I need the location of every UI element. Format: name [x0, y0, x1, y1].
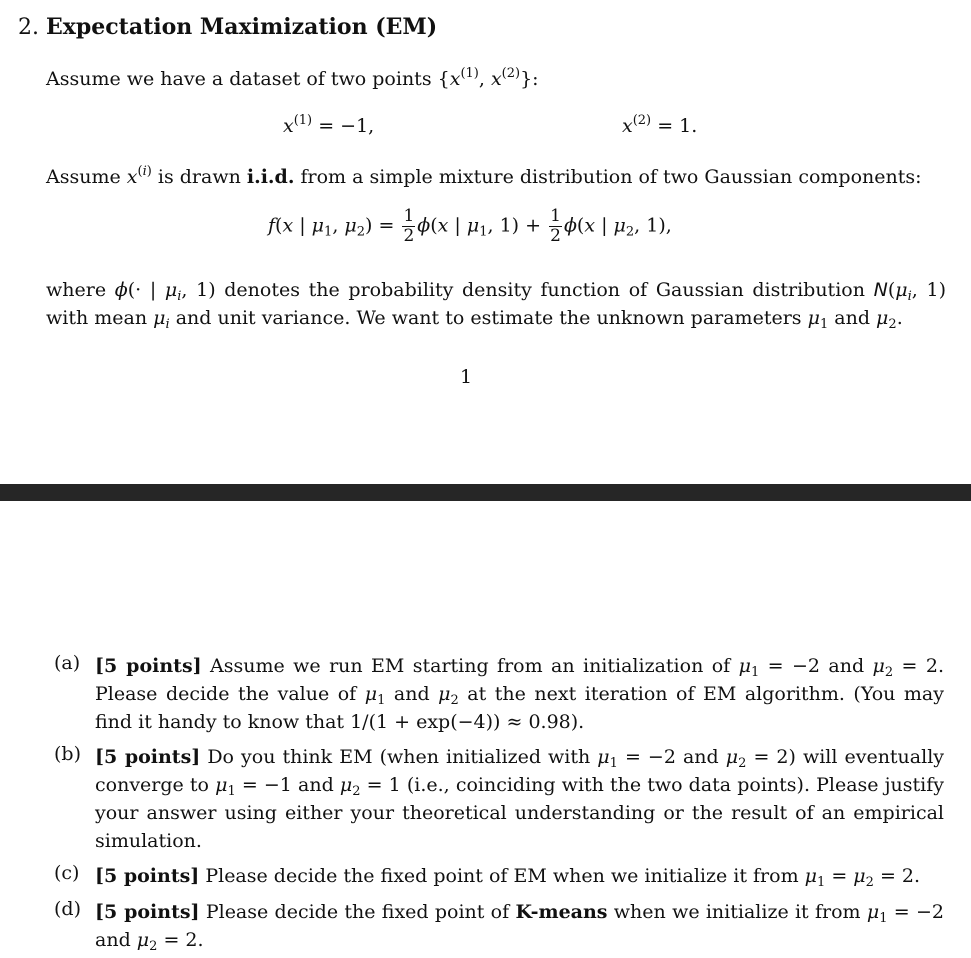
question-text: [5 points] Please decide the fixed point of EM when we initialize it from $\mu_1 = \mu_2 = 2$.: [95, 865, 921, 890]
problem-title: Expectation Maximization (EM): [46, 14, 438, 40]
question-text: [5 points] Assume we run EM starting from an initialization of $\mu_1 = -2$ and $\mu_2 = 2$. Please decide the value of $\mu_1$ and $\mu_2$ at the next iteration of EM algorithm. (You may find it handy to know that 1/(1 + exp(−4)) ≈ 0.98).: [95, 655, 945, 733]
points-badge: [5 points]: [95, 655, 202, 677]
problem-number: 2.: [18, 15, 39, 40]
pdf-paragraph: where ϕ(· | $\mu_i$, 1) denotes the probability density function of Gaussian distribution $N(\mu_i$, 1) with mean $\mu_i$ and unit variance. We want to estimate the unknown parameters $\mu_1$ and $\mu_2$.: [46, 279, 946, 332]
points-badge: [5 points]: [95, 865, 200, 887]
data-point-2-equation: $x^{(2)} = 1$.: [622, 113, 698, 137]
question-label: (d): [54, 898, 81, 920]
points-badge: [5 points]: [95, 901, 200, 923]
points-badge: [5 points]: [95, 746, 201, 768]
question-text: [5 points] Please decide the fixed point of K-means when we initialize it from $\mu_1 = -2$ and $\mu_2 = 2$.: [95, 901, 945, 954]
mixture-equation: f(x | $\mu_1$, $\mu_2$) = $\frac{1}{2}$ ϕ(x | $\mu_1$, 1) + $\frac{1}{2}$ ϕ(x | $\mu_2$, 1),: [268, 206, 672, 246]
problem-heading: [18, 14, 437, 40]
iid-paragraph: Assume $x^{(i)}$ is drawn i.i.d. from a simple mixture distribution of two Gaussian components:: [46, 164, 922, 188]
question-label: (c): [54, 862, 80, 884]
kmeans-term: K-means: [515, 901, 608, 923]
question-label: (b): [54, 743, 81, 765]
question-text: [5 points] Do you think EM (when initialized with $\mu_1 = -2$ and $\mu_2 = 2$) will eventually converge to $\mu_1 = -1$ and $\mu_2 = 1$ (i.e., coinciding with the two data points). Please justify your answer using either your theoretical understanding or the result of an empirical simulation.: [95, 746, 945, 852]
intro-paragraph: Assume we have a dataset of two points {$x^{(1)}$, $x^{(2)}$}:: [46, 66, 539, 90]
iid-term: i.i.d.: [246, 166, 295, 188]
question-label: (a): [54, 652, 81, 674]
page-number: 1: [460, 366, 473, 388]
data-point-1-equation: $x^{(1)} = -1$,: [283, 113, 375, 137]
page-divider: [0, 484, 971, 501]
